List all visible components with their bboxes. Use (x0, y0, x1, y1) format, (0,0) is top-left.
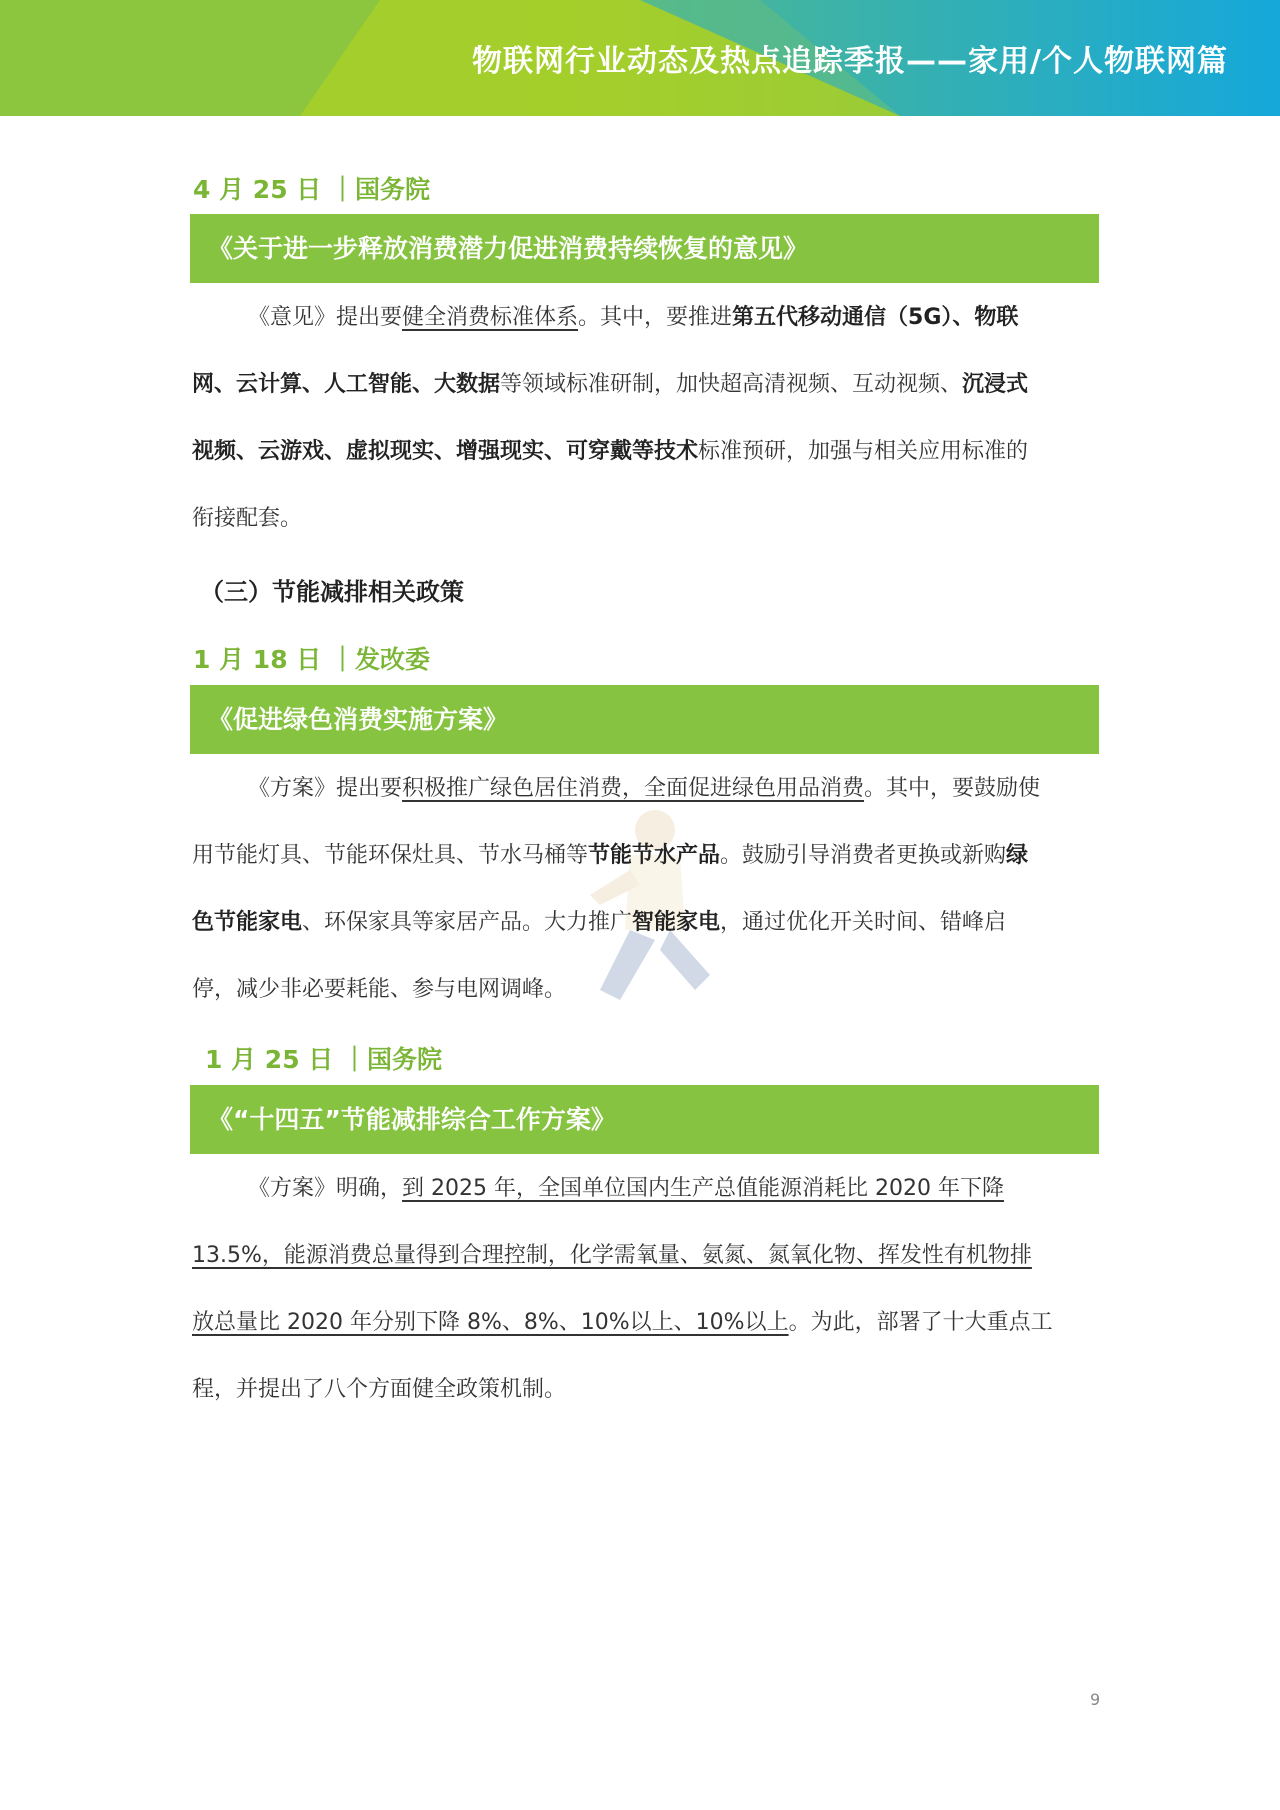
paragraph-line: 《方案》提出要积极推广绿色居住消费，全面促进绿色用品消费。其中，要鼓励使 (248, 776, 1041, 801)
paragraph-line: 衔接配套。 (192, 506, 303, 531)
policy-paragraph (192, 1155, 1097, 1423)
policy-title-banner: 《关于进一步释放消费潜力促进消费持续恢复的意见》 (190, 214, 1099, 283)
paragraph-line: 《意见》提出要健全消费标准体系。其中，要推进第五代移动通信（5G）、物联 (248, 305, 1019, 330)
paragraph-line: 停，减少非必要耗能、参与电网调峰。 (192, 977, 567, 1002)
paragraph-line: 色节能家电、环保家具等家居产品。大力推广智能家电，通过优化开关时间、错峰启 (192, 910, 1007, 935)
policy-paragraph (192, 755, 1097, 1023)
policy-title-banner: 《“十四五”节能减排综合工作方案》 (190, 1085, 1099, 1154)
page-number: 9 (1090, 1690, 1101, 1709)
policy-date-source: 4 月 25 日 ｜国务院 (193, 175, 431, 204)
section-heading: （三）节能减排相关政策 (200, 578, 464, 606)
policy-date-source: 1 月 18 日 ｜发改委 (193, 645, 431, 674)
paragraph-line: 放总量比 2020 年分别下降 8%、8%、10%以上、10%以上。为此，部署了十大重点工 (192, 1310, 1053, 1335)
paragraph-line: 网、云计算、人工智能、大数据等领域标准研制，加快超高清视频、互动视频、沉浸式 (192, 372, 1029, 397)
paragraph-line: 用节能灯具、节能环保灶具、节水马桶等节能节水产品。鼓励引导消费者更换或新购绿 (192, 843, 1029, 868)
paragraph-line: 13.5%，能源消费总量得到合理控制，化学需氧量、氨氮、氮氧化物、挥发性有机物排 (192, 1243, 1032, 1268)
page-header (0, 0, 1280, 116)
paragraph-line: 《方案》明确，到 2025 年，全国单位国内生产总值能源消耗比 2020 年下降 (248, 1176, 1004, 1201)
policy-paragraph (192, 284, 1097, 552)
paragraph-line: 程，并提出了八个方面健全政策机制。 (192, 1377, 567, 1402)
policy-title-banner: 《促进绿色消费实施方案》 (190, 685, 1099, 754)
policy-date-source: 1 月 25 日 ｜国务院 (205, 1045, 443, 1074)
paragraph-line: 视频、云游戏、虚拟现实、增强现实、可穿戴等技术标准预研，加强与相关应用标准的 (192, 439, 1029, 464)
report-title: 物联网行业动态及热点追踪季报——家用/个人物联网篇 (472, 44, 1228, 79)
